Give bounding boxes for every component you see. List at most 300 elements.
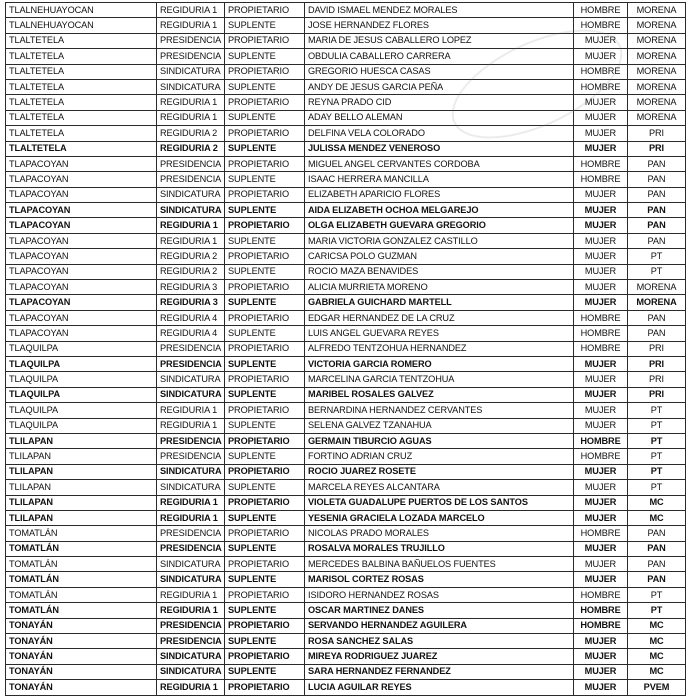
role-cell: SUPLENTE [225,634,305,649]
party-cell: PVEM [628,680,686,695]
municipality-cell: TLILAPAN [6,510,157,525]
municipality-cell: TLAPACOYAN [6,203,157,218]
table-row [6,372,686,387]
role-cell: PROPIETARIO [225,618,305,633]
gender-cell: MUJER [574,95,628,110]
candidate-name-cell: MARISOL CORTEZ ROSAS [305,572,574,587]
candidate-name-cell: MARIA DE JESUS CABALLERO LOPEZ [305,33,574,48]
party-cell: MORENA [628,295,686,310]
role-cell: PROPIETARIO [225,433,305,448]
municipality-cell: TLALTETELA [6,141,157,156]
role-cell: PROPIETARIO [225,680,305,695]
candidate-name-cell: LUIS ANGEL GUEVARA REYES [305,326,574,341]
role-cell: SUPLENTE [225,510,305,525]
gender-cell: MUJER [574,649,628,664]
gender-cell: MUJER [574,541,628,556]
position-cell: PRESIDENCIA [157,526,225,541]
position-cell: PRESIDENCIA [157,433,225,448]
candidate-name-cell: ISAAC HERRERA MANCILLA [305,172,574,187]
table-row [6,464,686,479]
candidate-name-cell: ALICIA MURRIETA MORENO [305,280,574,295]
table-row [6,495,686,510]
role-cell: PROPIETARIO [225,95,305,110]
candidate-name-cell: OSCAR MARTINEZ DANES [305,603,574,618]
position-cell: PRESIDENCIA [157,341,225,356]
gender-cell: HOMBRE [574,156,628,171]
municipality-cell: TLAQUILPA [6,356,157,371]
party-cell: PT [628,449,686,464]
gender-cell: MUJER [574,634,628,649]
party-cell: PRI [628,126,686,141]
party-cell: MC [628,649,686,664]
party-cell: MORENA [628,33,686,48]
table-row [6,403,686,418]
municipality-cell: TLALTETELA [6,95,157,110]
candidate-name-cell: ROSA SANCHEZ SALAS [305,634,574,649]
role-cell: SUPLENTE [225,326,305,341]
gender-cell: MUJER [574,233,628,248]
position-cell: SINDICATURA [157,664,225,679]
candidate-table [5,2,686,696]
gender-cell: MUJER [574,557,628,572]
party-cell: MORENA [628,79,686,94]
party-cell: PRI [628,387,686,402]
gender-cell: MUJER [574,203,628,218]
gender-cell: MUJER [574,280,628,295]
candidate-name-cell: ROCIO MAZA BENAVIDES [305,264,574,279]
position-cell: REGIDURIA 1 [157,110,225,125]
gender-cell: MUJER [574,572,628,587]
candidate-name-cell: DAVID ISMAEL MENDEZ MORALES [305,3,574,18]
gender-cell: HOMBRE [574,526,628,541]
position-cell: SINDICATURA [157,464,225,479]
municipality-cell: TLAQUILPA [6,387,157,402]
position-cell: REGIDURIA 2 [157,264,225,279]
party-cell: PT [628,249,686,264]
gender-cell: MUJER [574,664,628,679]
candidate-name-cell: MARCELINA GARCIA TENTZOHUA [305,372,574,387]
gender-cell: MUJER [574,680,628,695]
municipality-cell: TLALNEHUAYOCAN [6,18,157,33]
role-cell: PROPIETARIO [225,495,305,510]
candidate-name-cell: SELENA GALVEZ TZANAHUA [305,418,574,433]
candidate-name-cell: AIDA ELIZABETH OCHOA MELGAREJO [305,203,574,218]
party-cell: PAN [628,541,686,556]
role-cell: PROPIETARIO [225,372,305,387]
party-cell: PAN [628,233,686,248]
candidate-name-cell: MERCEDES BALBINA BAÑUELOS FUENTES [305,557,574,572]
table-row [6,480,686,495]
table-row [6,310,686,325]
party-cell: PT [628,433,686,448]
table-row [6,18,686,33]
role-cell: SUPLENTE [225,572,305,587]
municipality-cell: TLILAPAN [6,480,157,495]
candidate-name-cell: VIOLETA GUADALUPE PUERTOS DE LOS SANTOS [305,495,574,510]
party-cell: PRI [628,356,686,371]
party-cell: PAN [628,526,686,541]
candidate-name-cell: GERMAIN TIBURCIO AGUAS [305,433,574,448]
position-cell: REGIDURIA 1 [157,403,225,418]
position-cell: REGIDURIA 2 [157,141,225,156]
gender-cell: MUJER [574,403,628,418]
party-cell: MORENA [628,49,686,64]
municipality-cell: TLAPACOYAN [6,249,157,264]
candidate-name-cell: CARICSA POLO GUZMAN [305,249,574,264]
party-cell: PT [628,403,686,418]
gender-cell: MUJER [574,218,628,233]
municipality-cell: TLILAPAN [6,464,157,479]
municipality-cell: TOMATLÁN [6,526,157,541]
candidate-name-cell: DELFINA VELA COLORADO [305,126,574,141]
table-row [6,249,686,264]
party-cell: PAN [628,187,686,202]
role-cell: PROPIETARIO [225,557,305,572]
municipality-cell: TLAQUILPA [6,372,157,387]
municipality-cell: TLILAPAN [6,449,157,464]
candidate-name-cell: MIREYA RODRIGUEZ JUAREZ [305,649,574,664]
party-cell: MC [628,664,686,679]
party-cell: PT [628,464,686,479]
party-cell: PRI [628,341,686,356]
candidate-name-cell: ELIZABETH APARICIO FLORES [305,187,574,202]
table-row [6,649,686,664]
gender-cell: HOMBRE [574,172,628,187]
role-cell: SUPLENTE [225,79,305,94]
position-cell: REGIDURIA 3 [157,280,225,295]
table-row [6,341,686,356]
candidate-name-cell: ISIDORO HERNANDEZ ROSAS [305,587,574,602]
municipality-cell: TLAPACOYAN [6,156,157,171]
role-cell: SUPLENTE [225,449,305,464]
gender-cell: MUJER [574,126,628,141]
position-cell: REGIDURIA 1 [157,510,225,525]
role-cell: PROPIETARIO [225,649,305,664]
table-row [6,418,686,433]
table-row [6,141,686,156]
position-cell: REGIDURIA 1 [157,603,225,618]
gender-cell: MUJER [574,356,628,371]
candidate-name-cell: ROCIO JUAREZ ROSETE [305,464,574,479]
table-row [6,587,686,602]
candidate-name-cell: OBDULIA CABALLERO CARRERA [305,49,574,64]
municipality-cell: TLAPACOYAN [6,172,157,187]
gender-cell: HOMBRE [574,18,628,33]
municipality-cell: TLAPACOYAN [6,310,157,325]
gender-cell: MUJER [574,480,628,495]
candidate-name-cell: OLGA ELIZABETH GUEVARA GREGORIO [305,218,574,233]
position-cell: PRESIDENCIA [157,156,225,171]
party-cell: MORENA [628,95,686,110]
candidate-name-cell: MARIBEL ROSALES GALVEZ [305,387,574,402]
municipality-cell: TOMATLÁN [6,572,157,587]
table-row [6,156,686,171]
table-row [6,203,686,218]
candidate-name-cell: GREGORIO HUESCA CASAS [305,64,574,79]
candidate-name-cell: FORTINO ADRIAN CRUZ [305,449,574,464]
position-cell: SINDICATURA [157,64,225,79]
table-row [6,618,686,633]
position-cell: SINDICATURA [157,572,225,587]
gender-cell: HOMBRE [574,326,628,341]
party-cell: PAN [628,572,686,587]
municipality-cell: TOMATLÁN [6,587,157,602]
gender-cell: MUJER [574,110,628,125]
candidate-name-cell: JULISSA MENDEZ VENEROSO [305,141,574,156]
role-cell: PROPIETARIO [225,403,305,418]
table-row [6,172,686,187]
municipality-cell: TLAPACOYAN [6,326,157,341]
role-cell: PROPIETARIO [225,310,305,325]
position-cell: REGIDURIA 1 [157,3,225,18]
municipality-cell: TONAYÁN [6,664,157,679]
candidate-name-cell: SARA HERNANDEZ FERNANDEZ [305,664,574,679]
table-row [6,33,686,48]
role-cell: SUPLENTE [225,387,305,402]
party-cell: PT [628,264,686,279]
municipality-cell: TLILAPAN [6,433,157,448]
party-cell: MC [628,510,686,525]
role-cell: PROPIETARIO [225,218,305,233]
gender-cell: MUJER [574,464,628,479]
gender-cell: HOMBRE [574,79,628,94]
party-cell: MORENA [628,64,686,79]
gender-cell: HOMBRE [574,341,628,356]
party-cell: PT [628,480,686,495]
candidate-name-cell: ANDY DE JESUS GARCIA PEÑA [305,79,574,94]
position-cell: REGIDURIA 1 [157,495,225,510]
candidate-name-cell: REYNA PRADO CID [305,95,574,110]
gender-cell: MUJER [574,249,628,264]
candidate-name-cell: ALFREDO TENTZOHUA HERNANDEZ [305,341,574,356]
party-cell: PAN [628,156,686,171]
role-cell: SUPLENTE [225,172,305,187]
candidate-name-cell: LUCIA AGUILAR REYES [305,680,574,695]
municipality-cell: TLAPACOYAN [6,264,157,279]
role-cell: SUPLENTE [225,541,305,556]
candidate-name-cell: MARIA VICTORIA GONZALEZ CASTILLO [305,233,574,248]
party-cell: PAN [628,172,686,187]
gender-cell: MUJER [574,49,628,64]
position-cell: PRESIDENCIA [157,172,225,187]
table-row [6,295,686,310]
role-cell: SUPLENTE [225,418,305,433]
role-cell: PROPIETARIO [225,280,305,295]
municipality-cell: TOMATLÁN [6,557,157,572]
position-cell: SINDICATURA [157,387,225,402]
position-cell: PRESIDENCIA [157,49,225,64]
municipality-cell: TLAPACOYAN [6,280,157,295]
party-cell: PAN [628,310,686,325]
table-row [6,634,686,649]
role-cell: PROPIETARIO [225,526,305,541]
table-row [6,510,686,525]
candidate-table-body [6,3,686,696]
role-cell: PROPIETARIO [225,156,305,171]
table-row [6,126,686,141]
role-cell: SUPLENTE [225,480,305,495]
gender-cell: MUJER [574,495,628,510]
position-cell: REGIDURIA 1 [157,18,225,33]
municipality-cell: TLALTETELA [6,64,157,79]
role-cell: SUPLENTE [225,203,305,218]
gender-cell: HOMBRE [574,603,628,618]
party-cell: PT [628,603,686,618]
position-cell: PRESIDENCIA [157,449,225,464]
table-row [6,233,686,248]
municipality-cell: TLAPACOYAN [6,187,157,202]
municipality-cell: TLALTETELA [6,110,157,125]
position-cell: PRESIDENCIA [157,634,225,649]
role-cell: SUPLENTE [225,110,305,125]
role-cell: PROPIETARIO [225,187,305,202]
position-cell: PRESIDENCIA [157,541,225,556]
table-row [6,3,686,18]
table-row [6,449,686,464]
position-cell: REGIDURIA 1 [157,218,225,233]
role-cell: PROPIETARIO [225,341,305,356]
role-cell: PROPIETARIO [225,249,305,264]
table-row [6,64,686,79]
gender-cell: MUJER [574,187,628,202]
table-row [6,603,686,618]
gender-cell: HOMBRE [574,618,628,633]
party-cell: PAN [628,557,686,572]
table-row [6,433,686,448]
candidate-name-cell: VICTORIA GARCIA ROMERO [305,356,574,371]
municipality-cell: TONAYÁN [6,680,157,695]
municipality-cell: TLALTETELA [6,126,157,141]
table-row [6,95,686,110]
party-cell: MORENA [628,18,686,33]
position-cell: REGIDURIA 1 [157,95,225,110]
table-row [6,264,686,279]
party-cell: MORENA [628,280,686,295]
position-cell: PRESIDENCIA [157,33,225,48]
role-cell: SUPLENTE [225,264,305,279]
candidate-name-cell: JOSE HERNANDEZ FLORES [305,18,574,33]
municipality-cell: TLALNEHUAYOCAN [6,3,157,18]
table-row [6,541,686,556]
candidate-name-cell: EDGAR HERNANDEZ DE LA CRUZ [305,310,574,325]
gender-cell: MUJER [574,418,628,433]
party-cell: PAN [628,326,686,341]
table-row [6,110,686,125]
role-cell: PROPIETARIO [225,33,305,48]
role-cell: PROPIETARIO [225,126,305,141]
municipality-cell: TLAPACOYAN [6,233,157,248]
party-cell: PT [628,418,686,433]
candidate-name-cell: NICOLAS PRADO MORALES [305,526,574,541]
municipality-cell: TLALTETELA [6,79,157,94]
party-cell: MORENA [628,110,686,125]
position-cell: SINDICATURA [157,203,225,218]
position-cell: SINDICATURA [157,557,225,572]
party-cell: PAN [628,203,686,218]
candidate-name-cell: ROSALVA MORALES TRUJILLO [305,541,574,556]
municipality-cell: TLAPACOYAN [6,218,157,233]
candidate-table-sheet [5,2,685,696]
municipality-cell: TOMATLÁN [6,541,157,556]
role-cell: SUPLENTE [225,603,305,618]
position-cell: REGIDURIA 3 [157,295,225,310]
table-row [6,218,686,233]
gender-cell: MUJER [574,372,628,387]
role-cell: SUPLENTE [225,295,305,310]
candidate-name-cell: ADAY BELLO ALEMAN [305,110,574,125]
role-cell: SUPLENTE [225,233,305,248]
gender-cell: HOMBRE [574,449,628,464]
position-cell: SINDICATURA [157,372,225,387]
gender-cell: HOMBRE [574,3,628,18]
candidate-name-cell: BERNARDINA HERNANDEZ CERVANTES [305,403,574,418]
municipality-cell: TLAQUILPA [6,403,157,418]
municipality-cell: TLAPACOYAN [6,295,157,310]
role-cell: PROPIETARIO [225,3,305,18]
party-cell: PRI [628,141,686,156]
role-cell: SUPLENTE [225,141,305,156]
party-cell: PAN [628,218,686,233]
gender-cell: MUJER [574,295,628,310]
position-cell: SINDICATURA [157,480,225,495]
party-cell: MC [628,618,686,633]
position-cell: PRESIDENCIA [157,618,225,633]
municipality-cell: TLAQUILPA [6,418,157,433]
role-cell: PROPIETARIO [225,464,305,479]
table-row [6,326,686,341]
candidate-name-cell: GABRIELA GUICHARD MARTELL [305,295,574,310]
position-cell: REGIDURIA 1 [157,418,225,433]
municipality-cell: TONAYÁN [6,618,157,633]
gender-cell: MUJER [574,141,628,156]
gender-cell: HOMBRE [574,587,628,602]
role-cell: SUPLENTE [225,49,305,64]
candidate-name-cell: SERVANDO HERNANDEZ AGUILERA [305,618,574,633]
table-row [6,557,686,572]
municipality-cell: TLALTETELA [6,33,157,48]
table-row [6,526,686,541]
gender-cell: MUJER [574,387,628,402]
candidate-name-cell: MARCELA REYES ALCANTARA [305,480,574,495]
candidate-name-cell: MIGUEL ANGEL CERVANTES CORDOBA [305,156,574,171]
position-cell: REGIDURIA 4 [157,310,225,325]
party-cell: MC [628,634,686,649]
position-cell: PRESIDENCIA [157,356,225,371]
position-cell: SINDICATURA [157,187,225,202]
gender-cell: HOMBRE [574,433,628,448]
role-cell: SUPLENTE [225,18,305,33]
position-cell: REGIDURIA 1 [157,680,225,695]
role-cell: SUPLENTE [225,356,305,371]
position-cell: REGIDURIA 1 [157,587,225,602]
municipality-cell: TONAYÁN [6,634,157,649]
position-cell: SINDICATURA [157,79,225,94]
table-row [6,387,686,402]
table-row [6,572,686,587]
gender-cell: HOMBRE [574,310,628,325]
role-cell: PROPIETARIO [225,64,305,79]
table-row [6,187,686,202]
municipality-cell: TOMATLÁN [6,603,157,618]
position-cell: REGIDURIA 2 [157,126,225,141]
municipality-cell: TLAQUILPA [6,341,157,356]
position-cell: REGIDURIA 1 [157,233,225,248]
role-cell: SUPLENTE [225,664,305,679]
gender-cell: MUJER [574,264,628,279]
municipality-cell: TLALTETELA [6,49,157,64]
table-row [6,79,686,94]
municipality-cell: TONAYÁN [6,649,157,664]
